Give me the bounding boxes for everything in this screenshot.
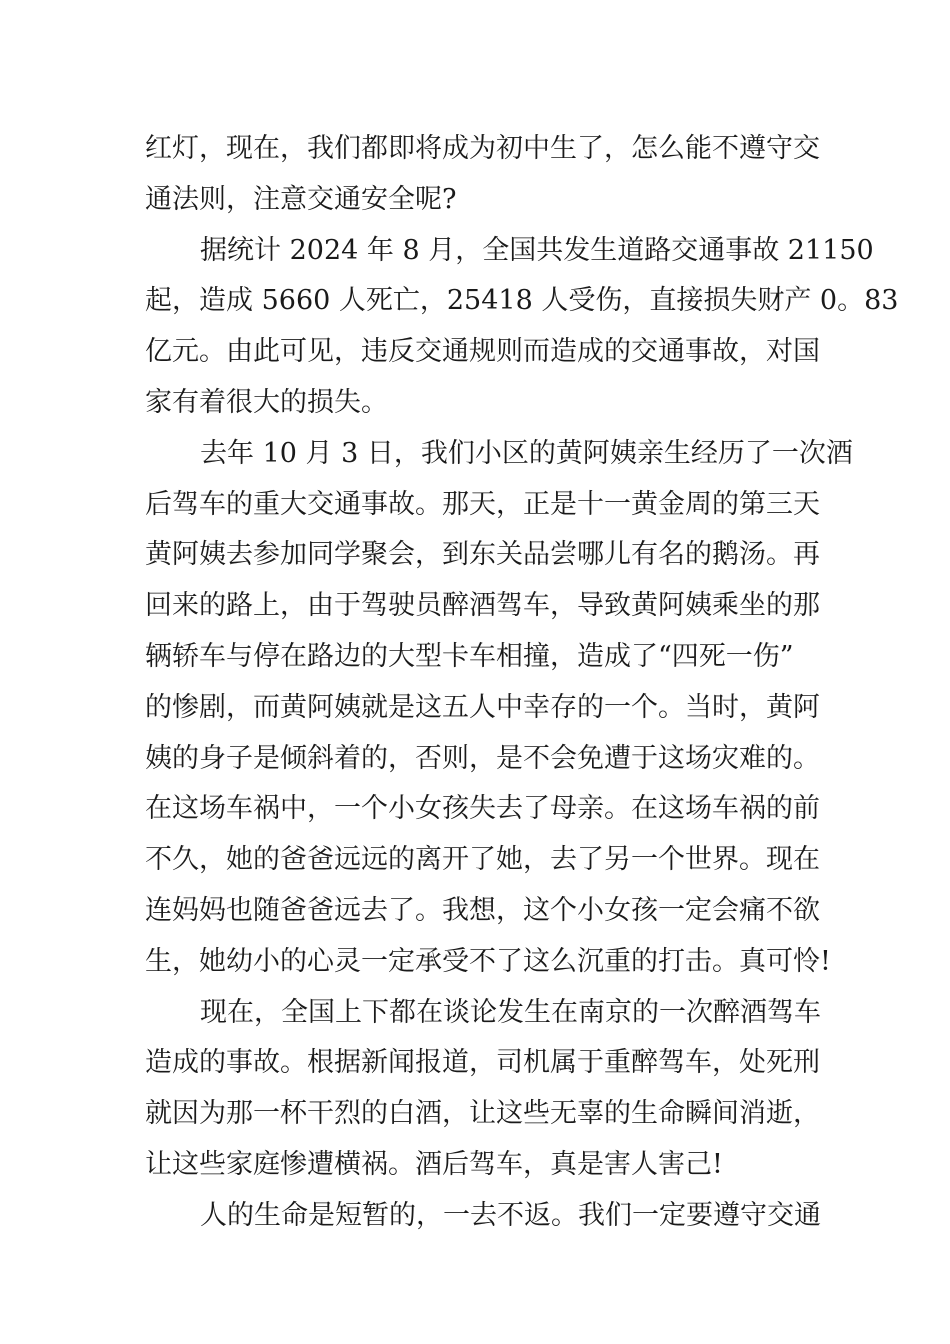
- text-line: 让这些家庭惨遭横祸。酒后驾车，真是害人害己!: [145, 1148, 723, 1180]
- text-line: 家有着很大的损失。: [145, 386, 388, 418]
- text-line: 的惨剧，而黄阿姨就是这五人中幸存的一个。当时，黄阿: [145, 691, 820, 723]
- text-line: 就因为那一杯干烈的白酒，让这些无辜的生命瞬间消逝，: [145, 1098, 820, 1130]
- paragraph-first-line: 去年 10 月 3 日，我们小区的黄阿姨亲生经历了一次酒: [200, 437, 853, 469]
- text-line: 生，她幼小的心灵一定承受不了这么沉重的打击。真可怜!: [145, 945, 831, 977]
- text-line: 回来的路上，由于驾驶员醉酒驾车，导致黄阿姨乘坐的那: [145, 590, 820, 622]
- text-line: 不久，她的爸爸远远的离开了她，去了另一个世界。现在: [145, 844, 820, 876]
- text-line: 连妈妈也随爸爸远去了。我想，这个小女孩一定会痛不欲: [145, 894, 820, 926]
- text-line: 红灯，现在，我们都即将成为初中生了，怎么能不遵守交: [145, 133, 820, 164]
- text-line: 辆轿车与停在路边的大型卡车相撞，造成了“四死一伤”: [145, 640, 794, 672]
- text-line: 后驾车的重大交通事故。那天，正是十一黄金周的第三天: [145, 488, 820, 520]
- text-line: 亿元。由此可见，违反交通规则而造成的交通事故，对国: [145, 336, 820, 368]
- document-body: [145, 124, 899, 1242]
- paragraph-first-line: 据统计 2024 年 8 月，全国共发生道路交通事故 21150: [200, 234, 874, 266]
- text-line: 在这场车祸中，一个小女孩失去了母亲。在这场车祸的前: [145, 793, 820, 825]
- text-line: 姨的身子是倾斜着的，否则，是不会免遭于这场灾难的。: [145, 742, 820, 774]
- text-line: 起，造成 5660 人死亡，25418 人受伤，直接损失财产 0。83: [145, 285, 899, 317]
- paragraph-first-line: 人的生命是短暂的，一去不返。我们一定要遵守交通: [200, 1199, 821, 1231]
- text-line: 黄阿姨去参加同学聚会，到东关品尝哪儿有名的鹅汤。再: [145, 539, 820, 571]
- text-line: 造成的事故。根据新闻报道，司机属于重醉驾车，处死刑: [145, 1047, 820, 1079]
- paragraph-first-line: 现在，全国上下都在谈论发生在南京的一次醉酒驾车: [200, 996, 821, 1028]
- text-line: 通法则，注意交通安全呢?: [145, 183, 457, 215]
